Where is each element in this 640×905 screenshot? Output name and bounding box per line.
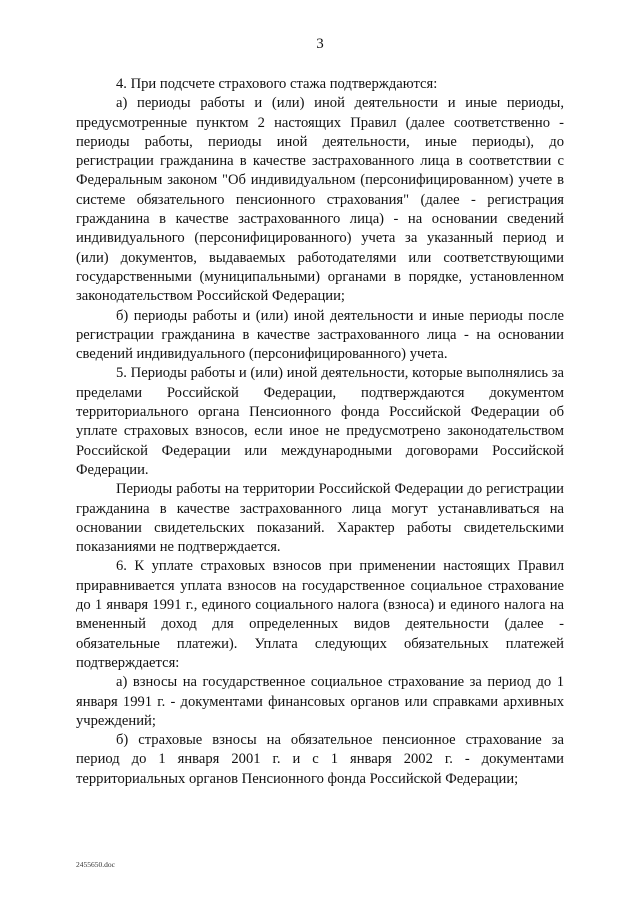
paragraph-5-continued: Периоды работы на территории Российской Федерации до регистрации гражданина в качестве застрахованного лица могут устанавливаться на основании свидетельских показаний. Характер работы свидетельскими показаниями не подтверждается. bbox=[76, 481, 564, 556]
document-body bbox=[76, 75, 564, 789]
footer-filename: 2455650.doc bbox=[76, 860, 115, 869]
page-number: 3 bbox=[316, 36, 324, 52]
paragraph-4b: б) периоды работы и (или) иной деятельности и иные периоды после регистрации гражданина в качестве застрахованного лица - на основании сведений индивидуального (персонифицированного) учета. bbox=[76, 307, 564, 363]
paragraph-6a: а) взносы на государственное социальное страхование за период до 1 января 1991 г. - документами финансовых органов или справками архивных учреждений; bbox=[76, 674, 564, 729]
paragraph-6b: б) страховые взносы на обязательное пенсионное страхование за период до 1 января 2001 г. и с 1 января 2002 г. - документами территориальных органов Пенсионного фонда Российской Федерации; bbox=[76, 732, 564, 787]
paragraph-4a: а) периоды работы и (или) иной деятельности и иные периоды, предусмотренные пунктом 2 настоящих Правил (далее соответственно - периоды работы, периоды иной деятельности, иные периоды), до регистрации гражданина в качестве застрахованного лица в соответствии с Федеральным законом "Об индивидуальном (персонифицированном) учете в системе обязательного пенсионного страхования" (далее - регистрация гражданина в качестве застрахованного лица) - на основании сведений индивидуального (персонифицированного) учета за указанный период и (или) документов, выдаваемых работодателями или соответствующими государственными (муниципальными) органами в порядке, установленном законодательством Российской Федерации; bbox=[76, 95, 564, 305]
paragraph-5: 5. Периоды работы и (или) иной деятельности, которые выполнялись за пределами Российской Федерации, подтверждаются документом территориального органа Пенсионного фонда Российской Федерации об уплате страховых взносов, если иное не предусмотрено законодательством Российской Федерации или международными договорами Российской Федерации. bbox=[76, 365, 564, 478]
paragraph-6: 6. К уплате страховых взносов при применении настоящих Правил приравнивается уплата взносов на государственное социальное страхование до 1 января 1991 г., единого социального налога (взноса) и единого налога на вмененный доход для определенных видов деятельности (далее - обязательные платежи). Уплата следующих обязательных платежей подтверждается: bbox=[76, 558, 564, 671]
paragraph-4-heading: 4. При подсчете страхового стажа подтверждаются: bbox=[116, 76, 438, 92]
